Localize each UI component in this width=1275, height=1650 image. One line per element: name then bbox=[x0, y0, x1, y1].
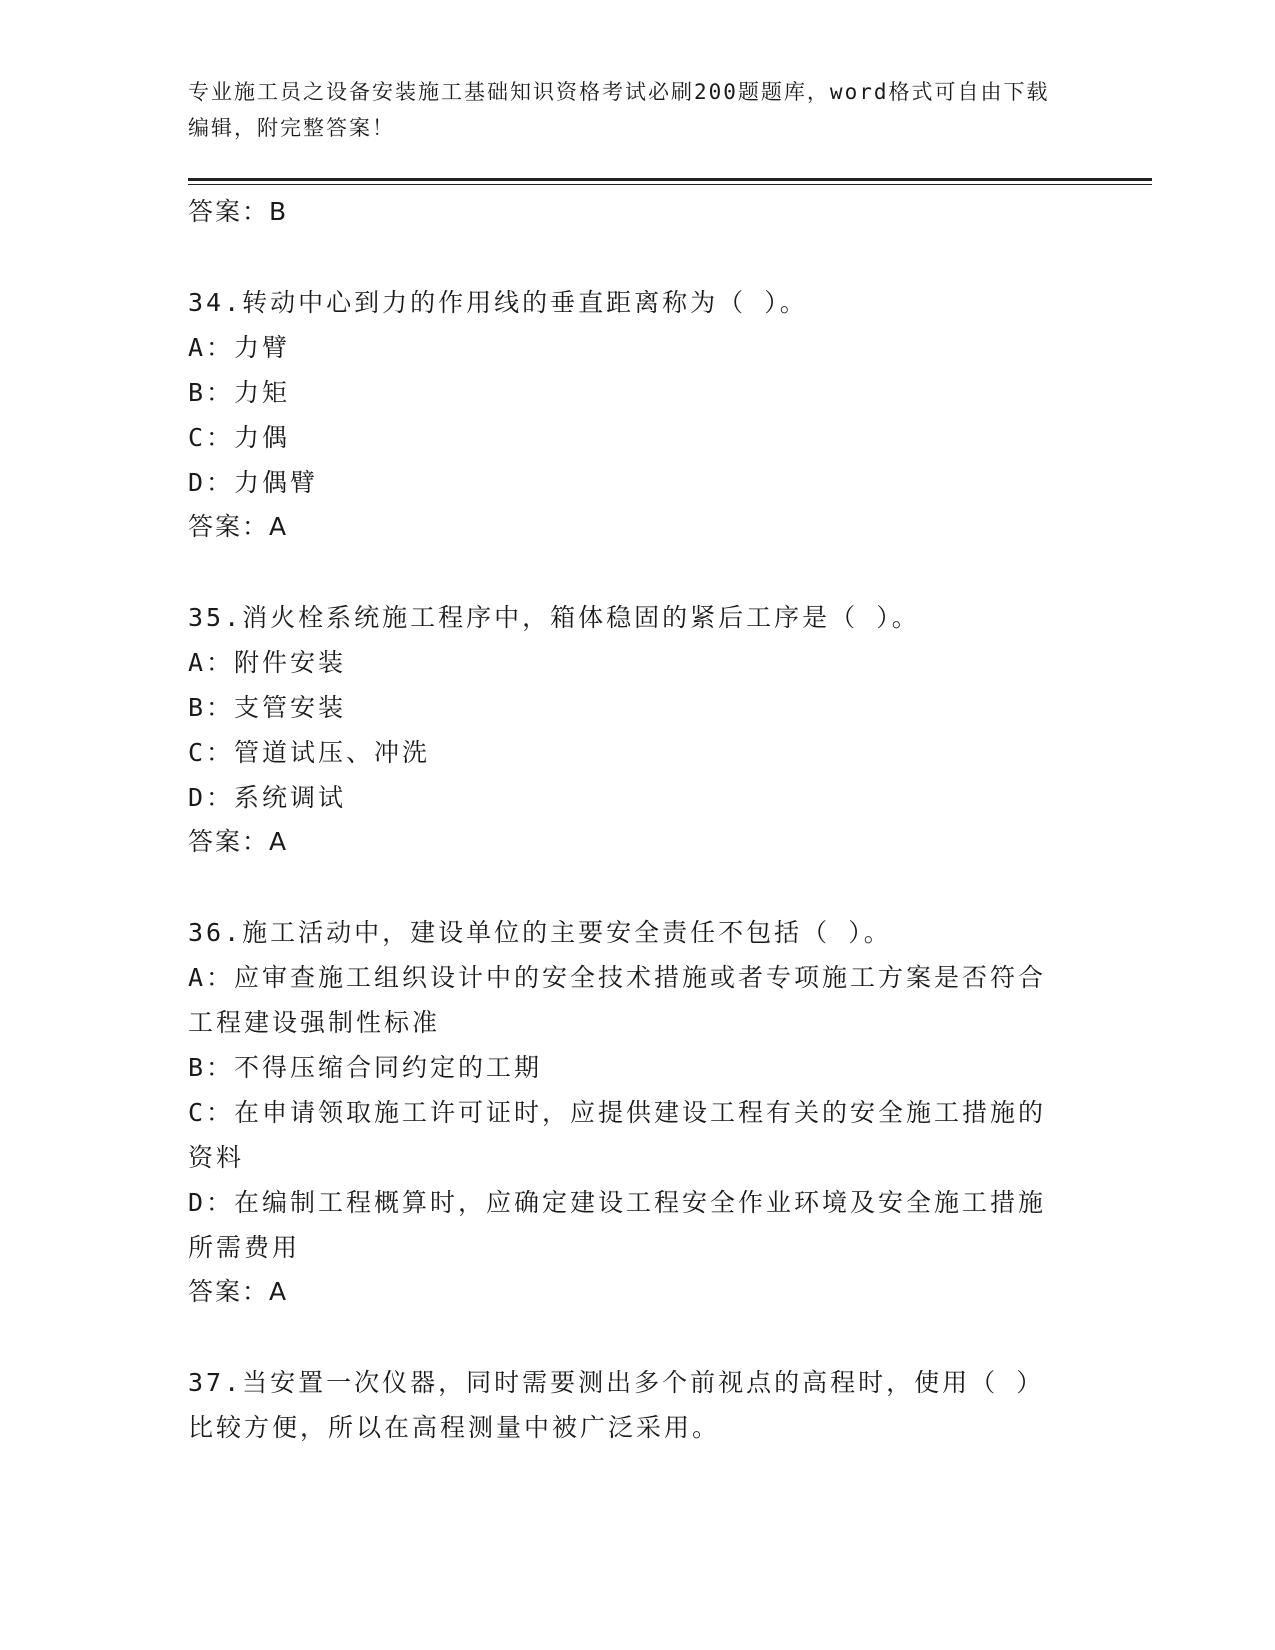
question-stem: 36.施工活动中，建设单位的主要安全责任不包括（ ）。 bbox=[188, 918, 892, 947]
question-list bbox=[188, 190, 1068, 1450]
question-37 bbox=[188, 1360, 1068, 1450]
option-a: A：应审查施工组织设计中的安全技术措施或者专项施工方案是否符合工程建设强制性标准 bbox=[188, 963, 1047, 1037]
option-b: B：不得压缩合同约定的工期 bbox=[188, 1053, 543, 1082]
option-b: B：力矩 bbox=[188, 378, 291, 407]
option-b: B：支管安装 bbox=[188, 693, 347, 722]
question-35 bbox=[188, 595, 1068, 864]
question-36 bbox=[188, 910, 1068, 1314]
option-a: A：附件安装 bbox=[188, 648, 347, 677]
option-d: D：系统调试 bbox=[188, 783, 347, 812]
answer: 答案：A bbox=[188, 512, 289, 541]
answer: 答案：A bbox=[188, 1277, 289, 1306]
option-d: D：力偶臂 bbox=[188, 468, 319, 497]
option-d: D：在编制工程概算时，应确定建设工程安全作业环境及安全施工措施所需费用 bbox=[188, 1188, 1047, 1262]
question-stem: 34.转动中心到力的作用线的垂直距离称为（ ）。 bbox=[188, 288, 808, 317]
previous-answer: 答案：B bbox=[188, 197, 289, 226]
document-header: 专业施工员之设备安装施工基础知识资格考试必刷200题题库，word格式可自由下载编辑，附完整答案！ bbox=[188, 80, 1050, 140]
header-rule-thin bbox=[188, 184, 1152, 185]
option-a: A：力臂 bbox=[188, 333, 291, 362]
question-34 bbox=[188, 280, 1068, 549]
option-c: C：在申请领取施工许可证时，应提供建设工程有关的安全施工措施的资料 bbox=[188, 1098, 1047, 1172]
question-stem: 37.当安置一次仪器，同时需要测出多个前视点的高程时，使用（ ）比较方便，所以在高程测量中被广泛采用。 bbox=[188, 1368, 1045, 1442]
header-rule-thick bbox=[188, 178, 1152, 181]
question-stem: 35.消火栓系统施工程序中，箱体稳固的紧后工序是（ ）。 bbox=[188, 603, 920, 632]
option-c: C：管道试压、冲洗 bbox=[188, 738, 431, 767]
option-c: C：力偶 bbox=[188, 423, 291, 452]
answer: 答案：A bbox=[188, 827, 289, 856]
